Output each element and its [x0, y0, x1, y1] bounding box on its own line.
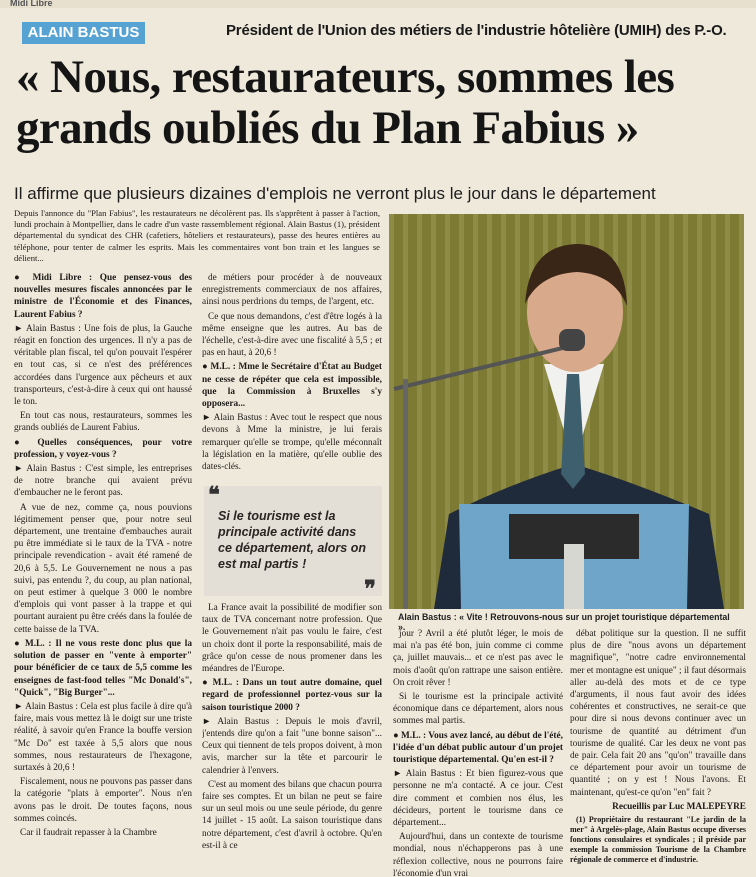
- column-1: [14, 272, 192, 877]
- col1-paragraph: Fiscalement, nous ne pouvons pas passer dans la catégorie "plats à emporter". Nous n'en avons pas le droit. De toutes façons, nous sommes coincés.: [14, 777, 192, 824]
- col1-paragraph: ● Quelles conséquences, pour votre profession, y voyez-vous ?: [14, 437, 192, 461]
- col5-paragraph: débat politique sur la question. Il ne suffit plus de dire "nous avons un département magnifique", "notre cadre environnemental mer et montagne est unique" ; il faut désormais aller au-delà des mots et de ce type d'arguments, il nous faut avoir des idées cohérentes et constructives, ne serait-ce que pour dire si nous devons continuer avec un tourisme de quantité au détriment d'un tourisme de qualité. Car les deux ne vont pas de pair. Cela fait 20 ans "qu'on" travaille dans ce département pour avoir un tourisme de quantité ; on y est ! Nous l'avons. Et maintenant, qu'est-ce qu'on "en" fait ?: [570, 629, 746, 798]
- col1-paragraph: En tout cas nous, restaurateurs, sommes les grands oubliés de Laurent Fabius.: [14, 411, 192, 434]
- interviewee-title: Président de l'Union des métiers de l'industrie hôtelière (UMIH) des P.-O.: [226, 22, 727, 39]
- col1-paragraph: ► Alain Bastus : Une fois de plus, la Gauche réagit en fonction des urgences. Il n'y a pas de véritable plan fiscal, tel qu'on pouvait l'espérer en tout cas, si ce n'est des préférences accordées dans l'urgence aux pêcheurs et aux transporteurs, c'est-à-dire à ceux qui ont haussé le ton.: [14, 323, 192, 408]
- column-2: [202, 272, 382, 482]
- col4-paragraph: Aujourd'hui, dans un contexte de tourisme mondial, nous n'échapperons pas à une réflexion collective, nous ne pourrons faire l'économie d'un vrai: [393, 832, 563, 877]
- col1-paragraph: ● Midi Libre : Que pensez-vous des nouvelles mesures fiscales annoncées par le ministre de l'Économie et des Finances, Laurent Fabius ?: [14, 272, 192, 321]
- column-3: [202, 602, 382, 877]
- col1-paragraph: ► Alain Bastus : Cela est plus facile à dire qu'à faire, mais vous mettez là le doigt sur une triste réalité, à savoir qu'en France la bouffe version "Mc Do" est taxée à 5,5 alors que nous sommes, nous restaurateurs de l'hexagone, surtaxés à 20,6 !: [14, 701, 192, 774]
- col2-paragraph: ● M.L. : Mme le Secrétaire d'État au Budget ne cesse de répéter que cela est impossible, que la Commission à Bruxelles s'y opposera...: [202, 361, 382, 410]
- col1-paragraph: Car il faudrait repasser à la Chambre: [20, 827, 157, 838]
- footnote: (1) Propriétaire du restaurant "Le jardin de la mer" à Argelès-plage, Alain Bastus occupe diverses fonctions consulaires et syndicales ; il préside par exemple la commission Tourisme de la Chambre régionale de commerce et d'industrie.: [570, 815, 746, 865]
- col2-paragraph: Ce que nous demandons, c'est d'être logés à la même enseigne que les autres. Au bas de l'échelle, c'est-à-dire avec une fiscalité à 5,5 ; et pas en haut, à 20,6 !: [202, 311, 382, 359]
- photo-alain-bastus: [389, 214, 744, 609]
- open-quote-icon: ❝: [208, 482, 220, 507]
- col2-paragraph: ► Alain Bastus : Avec tout le respect que nous devons à Mme la ministre, je lui ferais remarquer qu'elle se trompe, qu'elle méconnaît la législation en la matière, qu'elle oublie des dates-clés.: [202, 412, 382, 473]
- subheadline: Il affirme que plusieurs dizaines d'emplois ne verront plus le jour dans le département: [14, 184, 656, 203]
- col3-paragraph: ► Alain Bastus : Depuis le mois d'avril, j'entends dire qu'on a fait "une bonne saison"... Ceux qui tiennent de tels propos doivent, à mon avis, marcher sur la tête et parcourir le calendrier à l'envers.: [202, 716, 382, 777]
- pull-quote-box: [204, 482, 382, 601]
- col1-paragraph: ● M.L. : Il ne vous reste donc plus que la solution de passer en "vente à emporter" pour bénéficier de ce taux de 5,5 comme les enseignes de fast-food telles "Mc Donald's", "Quick", "Big Burger"...: [14, 638, 192, 699]
- top-strip: [0, 0, 756, 8]
- interviewee-tag: ALAIN BASTUS: [22, 22, 145, 44]
- col1-paragraph: ► Alain Bastus : C'est simple, les entreprises de notre branche qui avaient prévu d'embaucher ne le feront pas.: [14, 463, 192, 500]
- col3-paragraph: C'est au moment des bilans que chacun pourra faire ses comptes. Et un bilan ne peut se faire sur un seul mois ou une seule période, du genre 14 juillet - 15 août. La saison touristique dans notre département, c'est d'avril à octobre. Qu'en est-il à ce: [202, 779, 382, 851]
- photo-caption: Alain Bastus : « Vite ! Retrouvons-nous sur un projet touristique départemental ».: [398, 612, 730, 632]
- intro-paragraph: Depuis l'annonce du "Plan Fabius", les restaurateurs ne décolèrent pas. Ils s'apprêtent à passer à l'action, lundi prochain à Montpellier, dans le cadre d'un vaste rassemblement régional. Alain Bastus (1), président départemental du syndicat des CHR (cafetiers, hôteliers et restaurateurs), passe des heures entières au téléphone, pour tenter de calmer les esprits. Mais les commentaires vont bon train et les langues se délient...: [14, 208, 380, 263]
- column-5: [570, 628, 746, 877]
- speaker-photo: [389, 214, 744, 609]
- publication-name: Midi Libre: [10, 0, 53, 8]
- pull-quote: Si le tourisme est la principale activité dans ce département, alors on est mal partis !: [218, 509, 366, 571]
- col4-paragraph: ► Alain Bastus : Et bien figurez-vous que personne ne m'a contacté. A ce jour. C'est dire comment et combien nos élus, les décideurs, portent le tourisme dans ce département...: [393, 768, 563, 829]
- col4-paragraph: Si le tourisme est la principale activité économique dans ce département, alors nous sommes mal partis.: [393, 692, 563, 727]
- col4-paragraph: ● M.L. : Vous avez lancé, au début de l'été, l'idée d'un débat public autour d'un projet touristique départemental. Qu'en est-il ?: [393, 730, 563, 767]
- col1-paragraph: A vue de nez, comme ça, nous pouvions légitimement penser que, pour notre seul département, une trentaine d'embauches aurait pu être immédiate si le taux de la TVA - notre principale revendication - avait été ramené de 20,6 à 5,5. Le Gouvernement ne nous a pas suivi, pas entendu ?, du coup, au plan national, on peut estimer à quelque 3 000 le nombre d'emplois qui vont passer à la trappe et qui pourtant auraient pu être créés dans la foulée de cette baisse de la TVA.: [14, 502, 192, 635]
- col4-paragraph: jour ? Avril a été plutôt léger, le mois de mai n'a pas été bon, juin comme ci comme ça, juillet mauvais... et ce n'est pas avec le mois d'août qu'on rattrape une saison entière. On croit rêver !: [393, 629, 563, 688]
- headline: « Nous, restaurateurs, sommes les grands oubliés du Plan Fabius »: [16, 51, 675, 154]
- col3-paragraph: La France avait la possibilité de modifier son taux de TVA concernant notre profession. Que le Gouvernement n'ait pas voulu le faire, c'est un choix dont il porte la responsabilité, mais de grâce qu'on cesse de nous promener dans les méandres de l'Europe.: [202, 603, 382, 675]
- col3-paragraph: ● M.L. : Dans un tout autre domaine, quel regard de professionnel portez-vous sur la saison touristique 2000 ?: [202, 677, 382, 714]
- col2-paragraph: de métiers pour procéder à de nouveaux enregistrements commerciaux de nos affaires, ainsi nous perdrions du temps, de l'argent, etc.: [202, 273, 382, 308]
- close-quote-icon: ❞: [364, 576, 376, 601]
- column-4: [393, 628, 563, 877]
- interview-credit: Recueillis par Luc MALEPEYRE: [612, 801, 746, 812]
